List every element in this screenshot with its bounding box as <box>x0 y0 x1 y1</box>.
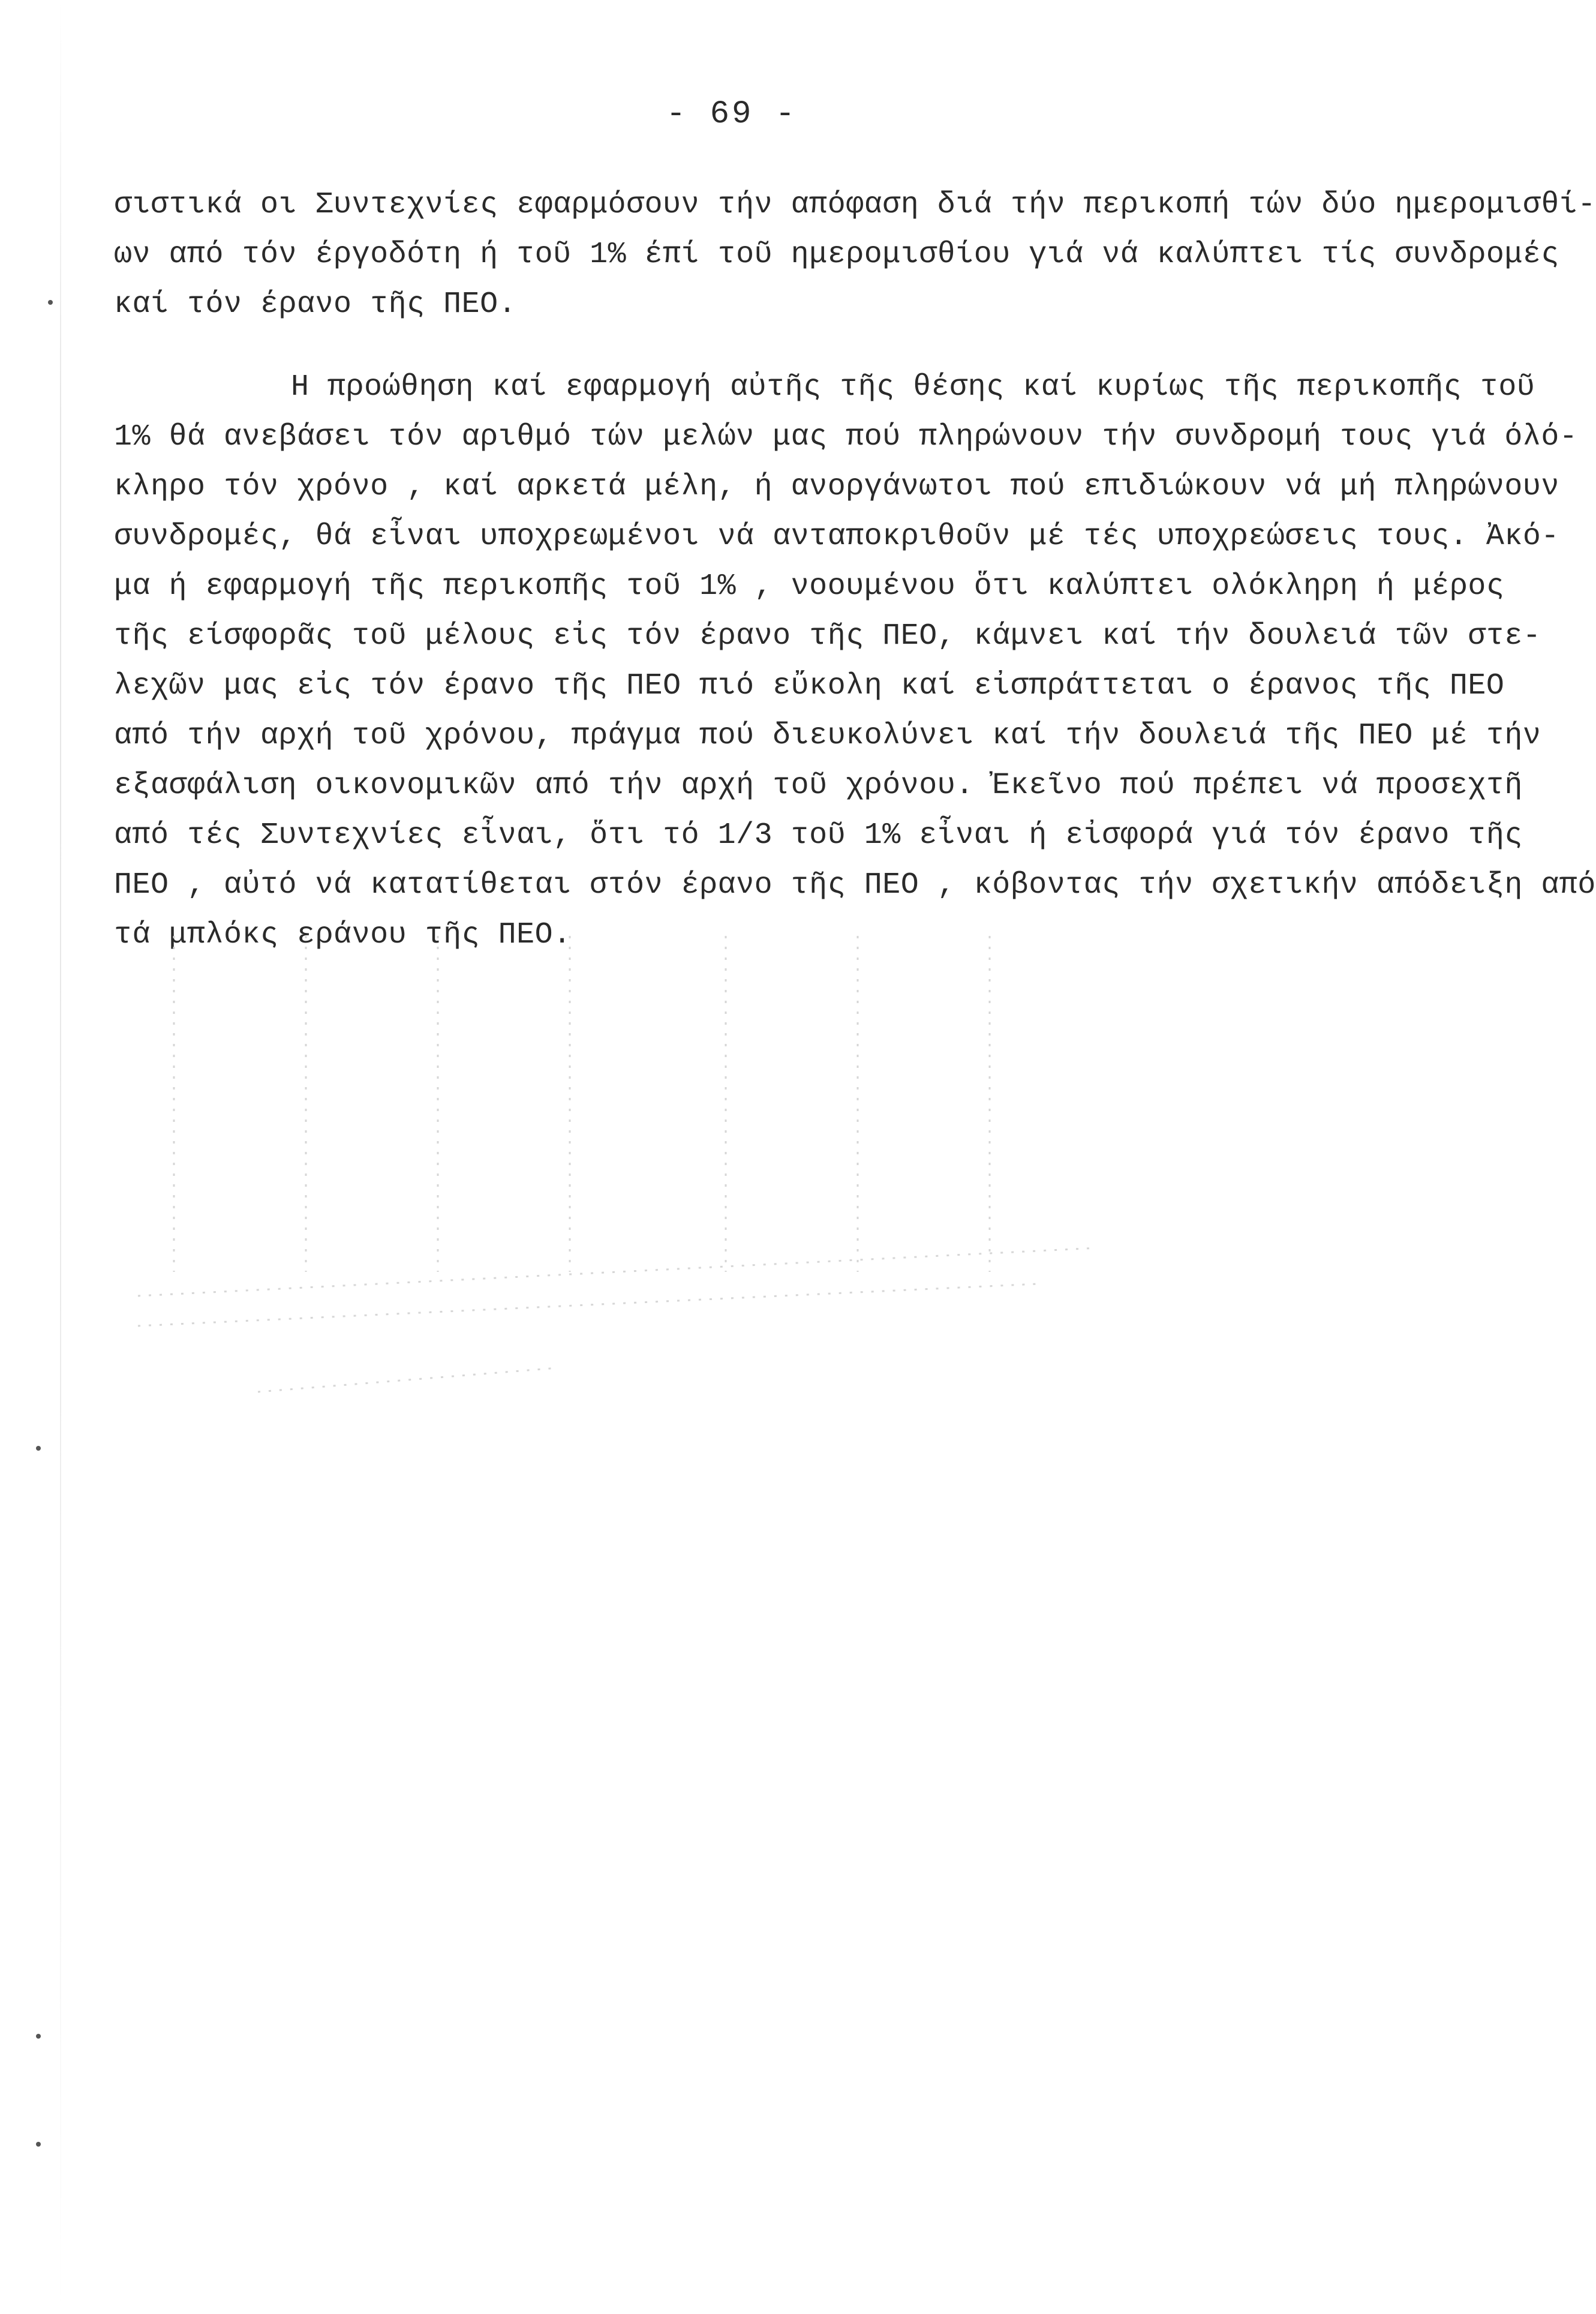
paragraph-1 <box>114 180 1596 329</box>
scan-fold-line <box>60 0 61 2314</box>
text-line: μα ή εφαρμογή τῆς περικοπῆς τοῦ 1% , νοουμένου ὅτι καλύπτει ολόκληρη ή μέρος <box>114 569 1505 604</box>
text-line: από τήν αρχή τοῦ χρόνου, πράγμα πού διευκολύνει καί τήν δουλειά τῆς ΠΕΟ μέ τήν <box>114 719 1541 753</box>
margin-dot <box>36 2142 41 2147</box>
page-number: - 69 - <box>666 96 798 133</box>
margin-dot <box>48 300 53 305</box>
text-line: λεχῶν μας εἰς τόν έρανο τῆς ΠΕΟ πιό εὔκολη καί εἰσπράττεται ο έρανος τῆς ΠΕΟ <box>114 669 1505 703</box>
margin-dot <box>36 1446 41 1451</box>
text-line: από τές Συντεχνίες εἶναι, ὅτι τό 1/3 τοῦ 1% εἶναι ή εἰσφορά γιά τόν έρανο τῆς <box>114 818 1523 853</box>
margin-dot <box>36 2034 41 2039</box>
text-line: Η προώθηση καί εφαρμογή αὐτῆς τῆς θέσης καί κυρίως τῆς περικοπῆς τοῦ <box>291 370 1535 404</box>
text-line: κληρο τόν χρόνο , καί αρκετά μέλη, ή ανοργάνωτοι πού επιδιώκουν νά μή πληρώνουν <box>114 470 1559 504</box>
text-line: 1% θά ανεβάσει τόν αριθμό τών μελών μας πού πληρώνουν τήν συνδρομή τους γιά όλό- <box>114 420 1578 454</box>
document-body <box>114 180 1596 960</box>
text-line: ων από τόν έργοδότη ή τοῦ 1% έπί τοῦ ημερομισθίου γιά νά καλύπτει τίς συνδρομές <box>114 238 1559 272</box>
text-line: τά μπλόκς εράνου τῆς ΠΕΟ. <box>114 918 572 952</box>
text-line: εξασφάλιση οικονομικῶν από τήν αρχή τοῦ χρόνου. Ἐκεῖνο πού πρέπει νά προσεχτῆ <box>114 769 1523 803</box>
bleed-through-artifact <box>138 912 1278 1512</box>
text-line: ΠΕΟ , αὐτό νά κατατίθεται στόν έρανο τῆς ΠΕΟ , κόβοντας τήν σχετικήν απόδειξη από <box>114 868 1596 902</box>
paragraph-2 <box>114 362 1596 960</box>
text-line: τῆς είσφορᾶς τοῦ μέλους εἰς τόν έρανο τῆς ΠΕΟ, κάμνει καί τήν δουλειά τῶν στε- <box>114 619 1541 653</box>
paragraph-gap <box>114 329 1415 362</box>
text-line: καί τόν έρανο τῆς ΠΕΟ. <box>114 287 517 322</box>
text-line: συνδρομές, θά εἶναι υποχρεωμένοι νά ανταποκριθοῦν μέ τές υποχρεώσεις τους. Ἀκό- <box>114 520 1559 554</box>
text-line: σιστικά οι Συντεχνίες εφαρμόσουν τήν απόφαση διά τήν περικοπή τών δύο ημερομισθί- <box>114 188 1596 222</box>
